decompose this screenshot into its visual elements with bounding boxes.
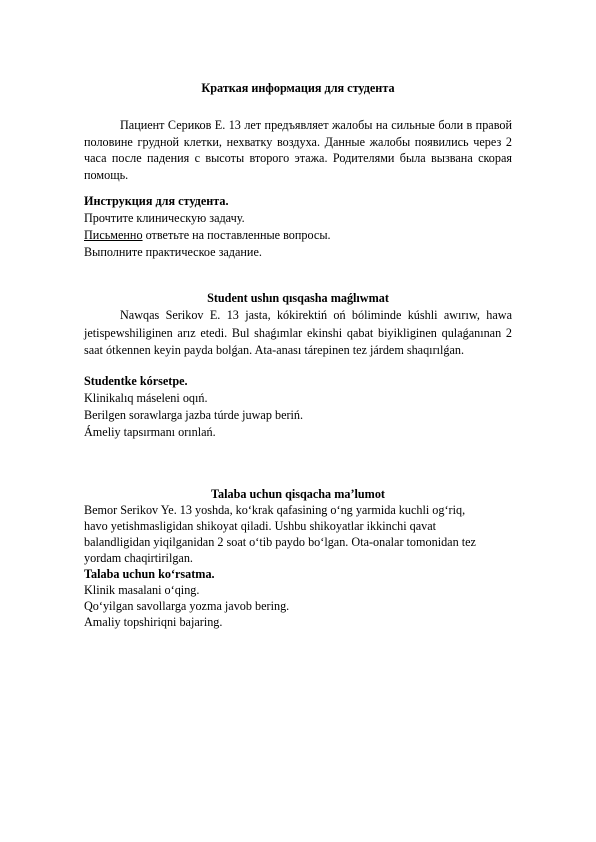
section-body-kaa: Nawqas Serikov E. 13 jasta, kókirektiń oń bóliminde kúshli awırıw, hawa jetispewshiliginen arız etedi. Bul shaǵımlar ekinshi qabat biyikliginen qulaǵanınan 2 saat ótkennen keyin payda bolǵan. Ata-anası tárepinen tez járdem shaqırılǵan. [84, 308, 512, 358]
section-title-ru: Краткая информация для студента [201, 81, 395, 95]
instruction-item-ru-1: Прочтите клиническую задачу. [84, 211, 245, 225]
section-body-uz-line-4: yordam chaqirtirilgan. [84, 551, 193, 565]
instruction-heading-uz: Talaba uchun ko‘rsatma. [84, 567, 215, 581]
section-body-ru: Пациент Сериков Е. 13 лет предъявляет жалобы на сильные боли в правой половине грудной клетки, нехватку воздуха. Данные жалобы появились через 2 часа после падения с высоты второго этажа. Родителями была вызвана скорая помощь. [84, 118, 512, 182]
section-body-uz-line-2: havo yetishmasligidan shikoyat qiladi. Ushbu shikoyatlar ikkinchi qavat [84, 519, 437, 533]
instruction-item-uz-1: Klinik masalani o‘qing. [84, 583, 200, 597]
instruction-heading-kaa: Studentke kórsetpe. [84, 374, 188, 388]
section-body-uz-line-3: balandligidan yiqilganidan 2 soat o‘tib paydo bo‘lgan. Ota-onalar tomonidan tez [84, 535, 476, 549]
instruction-item-ru-2 [84, 227, 331, 243]
section-body-uz-line-1: Bemor Serikov Ye. 13 yoshda, ko‘krak qafasining o‘ng yarmida kuchli og‘riq, [84, 503, 466, 517]
section-title-uz: Talaba uchun qisqacha ma’lumot [211, 487, 385, 501]
instruction-item-kaa-2: Berilgen sorawlarga jazba túrde juwap beriń. [84, 408, 304, 422]
instruction-item-ru-2-rest: ответьте на поставленные вопросы. [142, 228, 331, 242]
instruction-item-uz-2: Qo‘yilgan savollarga yozma javob bering. [84, 599, 290, 613]
instruction-item-uz-3: Amaliy topshiriqni bajaring. [84, 615, 223, 629]
section-title-kaa: Student ushın qısqasha maǵlıwmat [207, 291, 389, 305]
instruction-item-kaa-1: Klinikalıq máseleni oqıń. [84, 391, 208, 405]
instruction-item-kaa-3: Ámeliy tapsırmanı orınlań. [84, 425, 216, 439]
instruction-item-ru-2-underlined: Письменно [84, 228, 143, 242]
instruction-item-ru-3: Выполните практическое задание. [84, 245, 262, 259]
instruction-heading-ru: Инструкция для студента. [84, 194, 229, 208]
